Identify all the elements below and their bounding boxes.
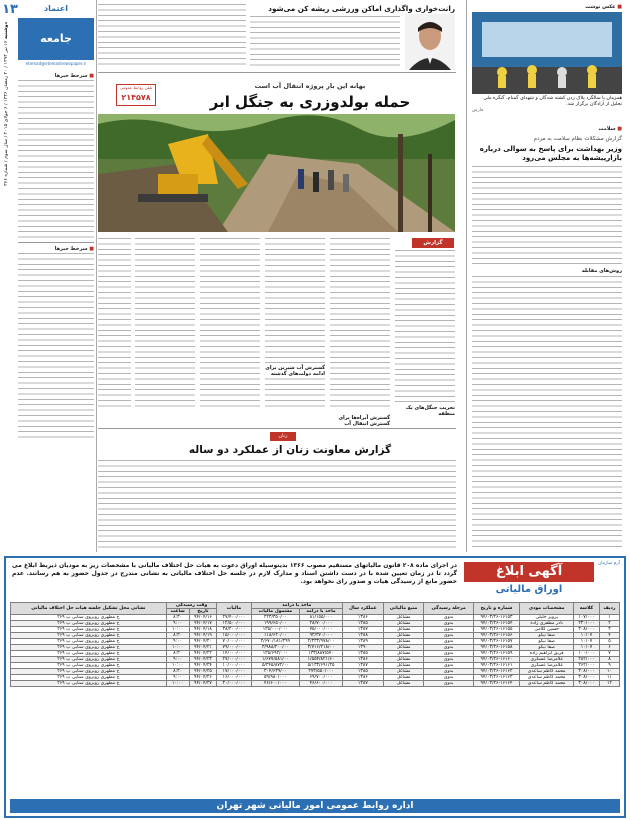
cell-src: مشاغل [383,633,424,639]
cell-venue: خ مطهری روبروی سنایی پ ۲۶۹ [11,675,167,681]
cell-venue: خ مطهری روبروی سنایی پ ۲۶۹ [11,657,167,663]
cell-num: ۹۴/۰۳/۲۶-۱۶۱۶۴ [473,681,519,687]
cell-stage: بدوی [424,639,473,645]
cell-name: محمد کاظم ساعدی [520,675,574,681]
cell-no: ۵ [599,639,619,645]
health-subhead: روش‌های مقابله [581,268,622,274]
column-rule [466,0,467,552]
cell-venue: خ مطهری روبروی سنایی پ ۲۶۹ [11,651,167,657]
cell-date: ۹۴/۰۴/۲۶ [189,675,217,681]
cell-name: محمد کاظم ساعدی [520,681,574,687]
cell-taxable: ۳۰۴/۶۳۹/۰۰ [251,669,300,675]
cell-tax: ۷۹/۰۰۰/۰۰۰ [217,645,251,651]
cell-hour: ۱۰:۰۰ [166,681,189,687]
cell-src: مشاغل [383,669,424,675]
cell-taxable: ۴۶/۶۰۰/۰۰۰ [251,681,300,687]
cell-no: ۶ [599,645,619,651]
col-profile: مشخصات مودی [520,603,574,615]
cell-cls: ۳۰۸/۰۰۰ [574,627,600,633]
cell-taxable: ۲/۶۷۰/۱۸۱/۲۹۹ [251,639,300,645]
cell-num: ۹۴/۰۳/۲۶-۱۶۱۶۰ [473,657,519,663]
women-tag: زنان [270,432,296,441]
cell-date: ۹۴/۰۴/۲۴ [189,663,217,669]
cell-base: ۱۳۳/۸۸۷/۵۷۰ [300,651,343,657]
photo-caption: همزمان با سالگرد پلاک زدن کشته شدگان و شهدای گمنام، گنگره ملی تجلیل از آزادگان برگزار شد. [483,96,622,107]
cell-year: ۱۳۸۷ [342,681,383,687]
cell-name: صفا نیکو [520,639,574,645]
col-hour: ساعت [166,609,189,615]
cell-tax: ۳۰/۰۰۰/۰۰۰ [217,681,251,687]
event-photo [472,12,622,94]
cell-base: ۲/۳۳۳/۹۷۸/۰۰ [300,639,343,645]
col-year: عملکرد سال [342,603,383,615]
cell-stage: بدوی [424,645,473,651]
cell-tax: ۲۷/۰۰۰/۰۰۰ [217,657,251,663]
col-taxable: مشمول مالیات [251,609,300,615]
cell-no: ۹ [599,663,619,669]
cell-base: ۵/۱۳۳/۶۹۱/۲۵ [300,663,343,669]
cell-num: ۹۴/۰۳/۲۶-۱۶۱۵۷ [473,639,519,645]
cell-year: ۱۳۸۶ [342,615,383,621]
cell-src: مشاغل [383,645,424,651]
cell-no: ۱۰ [599,669,619,675]
cell-num: ۹۴/۰۳/۲۶-۱۶۱۵۹ [473,651,519,657]
brand-box: اعتماد [18,2,94,16]
cell-venue: خ مطهری روبروی سنایی پ ۲۶۹ [11,627,167,633]
cell-hour: ۹:۰۰ [166,657,189,663]
table-row [11,681,620,687]
cell-base: ۲۷۳/۵۵۰/۰۰۰ [300,669,343,675]
cell-date: ۹۴/۰۴/۲۵ [189,669,217,675]
main-body-col3 [265,238,325,410]
cell-date: ۹۴/۰۴/۲۳ [189,657,217,663]
cell-venue: خ مطهری روبروی سنایی پ ۲۶۹ [11,663,167,669]
women-body [98,460,456,550]
cell-hour: ۹:۰۰ [166,639,189,645]
cell-no: ۲ [599,621,619,627]
cell-cls: ۱۰/۰۷ [574,645,600,651]
brief-title: ■ سرخط خبرها [18,73,94,79]
main-subhead: گسترش آبراه‌ها برای گسترش انتقال آب [338,415,390,427]
health-kicker: گزارش مشکلات نظام سلامت به مردم [533,136,622,142]
col-venue: نشانی محل تشکیل جلسه هیات حل اختلاف مالیاتی [11,603,167,615]
cell-tax: ۲۷/۴۰۰/۰۰۰ [217,615,251,621]
top-story-left-text [98,4,246,66]
cell-venue: خ مطهری روبروی سنایی پ ۲۶۹ [11,645,167,651]
cell-src: مشاغل [383,681,424,687]
cell-base: ۲۸/۷۰۰/۰۰۰ [300,621,343,627]
cell-src: مشاغل [383,621,424,627]
cell-tax: ۳۸/۲۰۰/۰۰۰ [217,627,251,633]
main-badge [116,84,156,106]
cell-name: نادر مظفری زاده [520,621,574,627]
report-tag: گزارش [412,238,454,248]
brief-title-2: ■ سرخط خبرها [18,246,94,252]
cell-num: ۹۴/۰۳/۲۶-۱۶۱۵۴ [473,621,519,627]
cell-src: مشاغل [383,639,424,645]
ad-title: آگهی ابلاغ [464,562,594,582]
col-basis-group: ماخذ یا درآمد [251,603,342,609]
cell-taxable: ۱/۶۷۷/۵۸۱/۰۰ [251,657,300,663]
col-row: ردیف [599,603,619,615]
cell-stage: بدوی [424,669,473,675]
main-subhead: تخریب جنگل‌های یک منطقه [395,405,455,417]
tax-notice-ad [4,556,626,818]
cell-hour: ۹:۰۰ [166,621,189,627]
date-strip [4,22,12,212]
cell-name: پرویز خلیلی [520,615,574,621]
badge-label: تلفن روابط عمومی [119,85,153,90]
cell-year: ۱۳۸۶ [342,675,383,681]
col-time-group: وقت رسیدگی [166,603,217,609]
health-headline: وزیر بهداشت برای پاسخ به سوالی درباره بازارپیشه‌ها به مجلس می‌رود [479,145,622,162]
cell-year: ۱۳۸۹ [342,639,383,645]
cell-src: مشاغل [383,657,424,663]
cell-base: ۳/۷۱۶/۲۱۸/۰۰ [300,645,343,651]
cell-year: ۱۳۸۵ [342,669,383,675]
cell-name: غلامرضا عسگری [520,657,574,663]
table-row [11,675,620,681]
cell-name: محمد کاظم ساعدی [520,669,574,675]
cell-src: مشاغل [383,651,424,657]
main-headline: حمله بولدوزری به جنگل ابر [209,93,411,111]
cell-tax: ۱۶/۰۰۰/۰۰۰ [217,675,251,681]
cell-num: ۹۴/۰۳/۲۶-۱۶۱۵۸ [473,645,519,651]
cell-date: ۹۴/۰۴/۱۶ [189,615,217,621]
cell-year: ۱۳۹۰ [342,645,383,651]
cell-name: غلامرضا عسگری [520,663,574,669]
cell-tax: ۱۰/۰۰۰/۰۰۰ [217,663,251,669]
main-body-col2 [330,238,390,410]
cell-hour: ۸:۳۰ [166,651,189,657]
cell-date: ۹۴/۰۴/۱۸ [189,627,217,633]
cell-stage: بدوی [424,675,473,681]
cell-hour: ۱۰:۰۰ [166,663,189,669]
col-stage: مرحله رسیدگی [424,603,473,615]
col-tax: مالیات [217,603,251,615]
cell-cls: ۲۶۲/۰۰۰ [574,663,600,669]
cell-stage: بدوی [424,651,473,657]
cell-no: ۸ [599,657,619,663]
cell-num: ۹۴/۰۳/۲۶-۱۶۱۵۵ [473,627,519,633]
ad-table [10,602,620,687]
main-body-col6 [98,238,131,410]
cell-base: ۸۱/۱۵۵/۰۰۰ [300,615,343,621]
cell-hour: ۸:۳۰ [166,615,189,621]
cell-stage: بدوی [424,627,473,633]
cell-no: ۱۱ [599,675,619,681]
ad-footer: اداره روابط عمومی امور مالیاتی شهر تهران [10,799,620,813]
photo-credit: فارس [472,108,484,113]
top-story-text [250,16,400,68]
cell-base: ۹۳/۳۷۰/۰۰۰ [300,633,343,639]
table-row [11,669,620,675]
cell-year: ۱۳۸۷ [342,663,383,669]
cell-venue: خ مطهری روبروی سنایی پ ۲۶۹ [11,615,167,621]
brief-body [18,80,94,240]
cell-date: ۹۴/۰۴/۲۱ [189,645,217,651]
badge-number: ۲۱۴۵۷۸ [121,93,151,102]
brief-body-2 [18,253,94,438]
cell-hour: ۱۰:۰۰ [166,645,189,651]
cell-no: ۱۲ [599,681,619,687]
cell-num: ۹۴/۰۳/۲۶-۱۶۱۵۳ [473,615,519,621]
cell-cls: ۲۳۰/۰۰۰ [574,621,600,627]
cell-date: ۹۴/۰۴/۱۹ [189,633,217,639]
cell-num: ۹۴/۰۳/۲۶-۱۶۱۶۳ [473,675,519,681]
cell-src: مشاغل [383,615,424,621]
cell-taxable: ۲۲۳/۳۵۰/۰۰ [251,615,300,621]
email: etemad@etemadnewspaper.ir [25,61,87,66]
cell-cls: ۱۰۷/۰۰۰ [574,615,600,621]
cell-hour: ۸:۳۰ [166,633,189,639]
ad-corner: آرم سازمان [597,561,620,566]
cell-taxable: ۵۹/۹۸۰/۰۰۰ [251,675,300,681]
cell-year: ۱۳۸۸ [342,633,383,639]
cell-no: ۷ [599,651,619,657]
main-kicker: بهانه این بار پروژه انتقال آب است [254,82,366,90]
cell-name: حسین کلامی [520,627,574,633]
divider [18,242,94,243]
cell-date: ۹۴/۰۴/۲۲ [189,651,217,657]
page-number: ۱۳ [2,2,18,17]
health-body-1 [472,166,622,266]
day-label: دوشنبه [4,22,9,39]
cell-src: مشاغل [383,675,424,681]
cell-base: ۱/۵۵۴/۸۲۱/۶۰ [300,657,343,663]
cell-venue: خ مطهری روبروی سنایی پ ۲۶۹ [11,621,167,627]
cell-date: ۹۴/۰۴/۲۰ [189,639,217,645]
cell-no: ۳ [599,627,619,633]
cell-num: ۹۴/۰۳/۲۶-۱۶۱۵۶ [473,633,519,639]
ad-intro: در اجرای ماده ۲۰۸ قانون مالیاتهای مستقیم مصوب ۱۳۶۶ بدینوسیله اوراق دعوت به هیات حل اختلاف مالیاتی با مشخصات زیر به مودیان ذیربط ابلاغ می گردد تا در زمان تعیین شده با در دست داشتن اسناد و مدارک لازم در جلسه حل اختلاف مالیاتی به نشانی مندرج در جدول حضور به هم رسانند. عدم حضور مانع از رسیدگی هیات و صدور رای نخواهد بود. [12,562,457,585]
section-title: جامعه [18,18,94,60]
cell-num: ۹۴/۰۳/۲۶-۱۶۱۶۱ [473,663,519,669]
cell-year: ۱۳۸۵ [342,651,383,657]
cell-tax: ۱۷/۰۰۰/۰۰۰ [217,669,251,675]
cell-cls: ۱۰۰/۰۰۰ [574,651,600,657]
health-label: ■ سلامت [472,126,622,132]
cell-src: مشاغل [383,663,424,669]
women-headline: گزارش معاونت زنان از عملکرد دو ساله [188,444,392,456]
cell-base: ۷۵/۰۰۰/۰۰۰ [300,627,343,633]
cell-date: ۹۴/۰۴/۱۷ [189,621,217,627]
divider [98,428,456,429]
col-basis: ماخذ یا درآمد [300,609,343,615]
cell-stage: بدوی [424,681,473,687]
cell-taxable: ۱۳۵/۰۰۰/۰۰۰ [251,627,300,633]
col-source: منبع مالیاتی [383,603,424,615]
photo-caption-label: ■ عکس نوشت [472,4,622,10]
ad-subtitle: اوراق مالیاتی [495,584,563,595]
cell-hour: ۱۰:۰۰ [166,627,189,633]
cell-date: ۹۴/۰۴/۲۷ [189,681,217,687]
cell-cls: ۳۰۸/۰۰۰ [574,675,600,681]
cell-taxable: ۱۹۹/۶۵۰/۰۰ [251,621,300,627]
cell-no: ۱ [599,615,619,621]
cell-name: فریق ابراهیم زاده [520,651,574,657]
cell-base: ۴۶/۶۰۰/۰۰۰ [300,681,343,687]
cell-stage: بدوی [424,663,473,669]
cell-venue: خ مطهری روبروی سنایی پ ۲۶۹ [11,669,167,675]
main-body-col1 [395,250,455,410]
cell-year: ۱۳۸۵ [342,621,383,627]
cell-venue: خ مطهری روبروی سنایی پ ۲۶۹ [11,681,167,687]
bulldozer-photo [98,114,455,232]
cell-tax: ۱۲/۵۰۰/۰۰۰ [217,621,251,627]
cell-src: مشاغل [383,627,424,633]
cell-taxable: ۱۱۸/۶۲۰/۰۰ [251,633,300,639]
cell-num: ۹۴/۰۳/۲۶-۱۶۱۶۲ [473,669,519,675]
cell-base: ۶۹/۷۰۰/۰۰۰ [300,675,343,681]
portrait-photo [405,14,455,70]
cell-hour: ۸:۳۰ [166,669,189,675]
cell-stage: بدوی [424,615,473,621]
cell-taxable: ۵/۲۴۵/۸۷۲/۰۰ [251,663,300,669]
cell-taxable: ۱۳۵/۶۹۲/۰۰۰ [251,651,300,657]
cell-tax: ۷۰/۰۰۰/۰۰۰ [217,639,251,645]
cell-venue: خ مطهری روبروی سنایی پ ۲۶۹ [11,639,167,645]
cell-hour: ۹:۰۰ [166,675,189,681]
column-rule [96,0,97,552]
cell-stage: بدوی [424,621,473,627]
date-line: ۱۶ تیر ۱۳۹۴ / ۲۰ رمضان ۱۴۳۶ / ۶ جولای ۲۰۱۵ / سال سوم / شماره ۳۶۶ [4,40,9,186]
cell-year: ۱۳۸۷ [342,627,383,633]
cell-venue: خ مطهری روبروی سنایی پ ۲۶۹ [11,633,167,639]
cell-taxable: ۳/۹۸۸/۲۰۰/۰۰ [251,645,300,651]
cell-cls: ۱۰/۰۷ [574,633,600,639]
cell-cls: ۲۸۲/۰۰۰ [574,657,600,663]
cell-tax: ۱۵/۰۰۰/۰۰۰ [217,633,251,639]
main-body-col5 [135,238,195,410]
cell-stage: بدوی [424,657,473,663]
cell-year: ۱۳۸۶ [342,657,383,663]
col-date: تاریخ [189,609,217,615]
cell-tax: ۱۴/۰۰۰/۰۰۰ [217,651,251,657]
cell-stage: بدوی [424,633,473,639]
main-subhead: گسترش آب شیرین برای ادامه دولت‌های گذشته [265,365,325,377]
top-story-headline: رانت‌خواری واگذاری اماکن ورزشی ریشه کن می‌شود [268,4,455,13]
cell-cls: ۳۰۸/۰۰۰ [574,669,600,675]
col-class: کلاسه [574,603,600,615]
cell-no: ۴ [599,633,619,639]
cell-name: صفا نیکو [520,645,574,651]
cell-name: صفا نیکو [520,633,574,639]
divider [98,72,456,73]
cell-cls: ۳۰۸/۰۰۰ [574,681,600,687]
col-number-date: شماره و تاریخ [473,603,519,615]
main-body-col4 [200,238,260,410]
cell-cls: ۱۰/۰۷ [574,639,600,645]
health-body-2 [472,276,622,550]
